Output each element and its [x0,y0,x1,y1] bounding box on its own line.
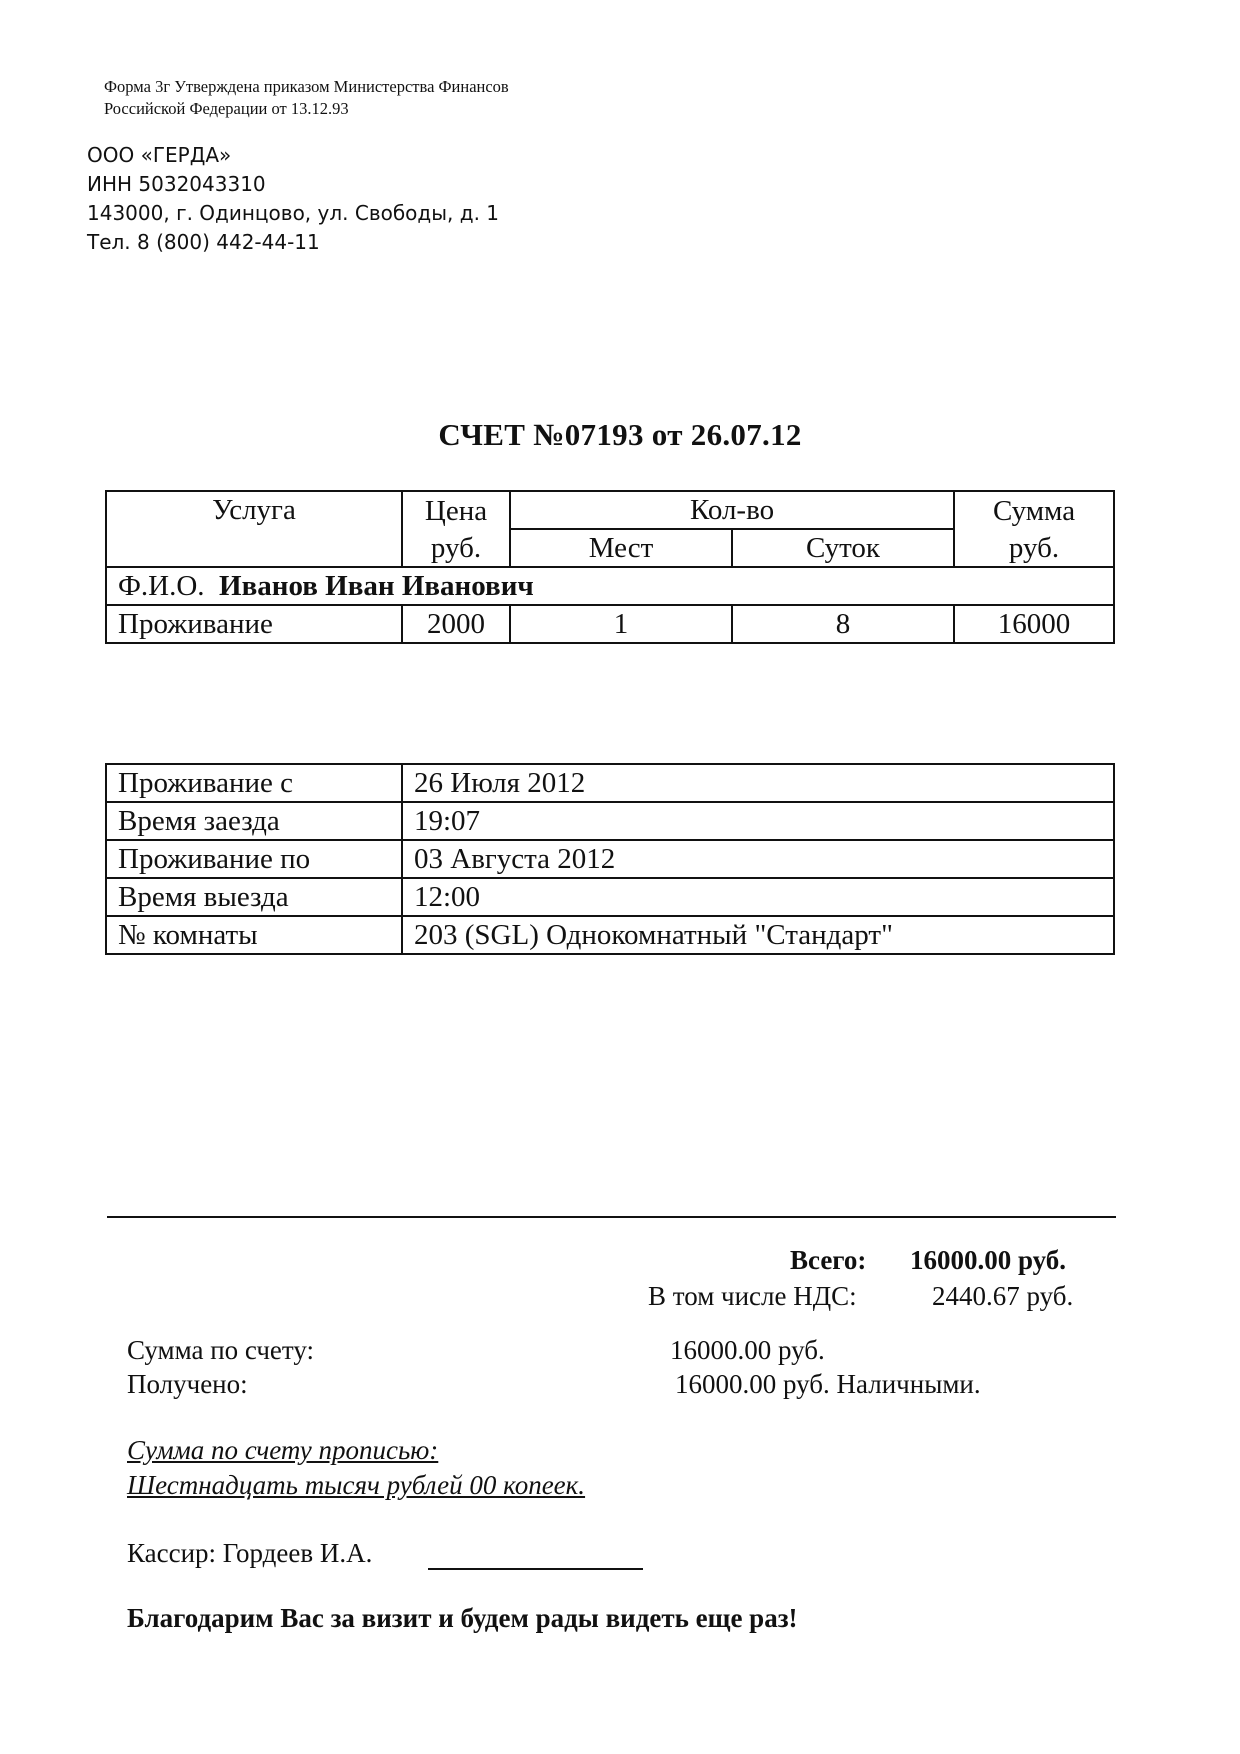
org-phone: Тел. 8 (800) 442-44-11 [87,230,320,254]
table-row [106,916,1114,954]
amount-in-words-value: Шестнадцать тысяч рублей 00 копеек. [127,1470,586,1500]
divider [107,1216,1116,1218]
total-value: 16000.00 руб. [910,1245,1067,1275]
stay-label: Проживание с [106,764,402,802]
org-inn: ИНН 5032043310 [87,172,266,196]
table-row [106,878,1114,916]
table-row [106,764,1114,802]
stay-value: 26 Июля 2012 [402,764,1114,802]
table-row [106,840,1114,878]
header-qty: Кол-во [510,491,954,529]
header-places: Мест [510,529,732,567]
total-label: Всего: [790,1245,867,1275]
stay-value: 203 (SGL) Однокомнатный "Стандарт" [402,916,1114,954]
stay-value: 19:07 [402,802,1114,840]
header-price-top: Цена [402,491,510,529]
vat-value: 2440.67 руб. [932,1281,1074,1311]
header-sum-bottom: руб. [954,529,1114,567]
stay-value: 03 Августа 2012 [402,840,1114,878]
received-label: Получено: [127,1369,248,1399]
amount-in-words-label: Сумма по счету прописью: [127,1435,439,1465]
stay-label: Время выезда [106,878,402,916]
table-row [106,605,1114,643]
org-address: 143000, г. Одинцово, ул. Свободы, д. 1 [87,201,500,225]
services-table [105,490,1115,644]
row-price: 2000 [402,605,510,643]
header-service: Услуга [106,491,402,567]
stay-label: Время заезда [106,802,402,840]
invoice-sum-label: Сумма по счету: [127,1335,314,1365]
stay-label: № комнаты [106,916,402,954]
organization-block [87,141,499,257]
cashier: Кассир: Гордеев И.А. [127,1538,373,1568]
stay-value: 12:00 [402,878,1114,916]
header-sum-top: Сумма [954,491,1114,529]
form-note-line1: Форма 3г Утверждена приказом Министерства Финансов [104,77,509,96]
vat-label: В том числе НДС: [648,1281,857,1311]
table-row [106,802,1114,840]
stay-label: Проживание по [106,840,402,878]
guest-row [106,567,1114,605]
invoice-sum-value: 16000.00 руб. [670,1335,825,1365]
row-sum: 16000 [954,605,1114,643]
services-header-row [106,491,1114,529]
signature-line [428,1568,643,1570]
org-name: ООО «ГЕРДА» [87,143,232,167]
guest-cell [106,567,1114,605]
header-days: Суток [732,529,954,567]
received-value: 16000.00 руб. Наличными. [675,1369,981,1399]
guest-label: Ф.И.О. [118,570,205,602]
row-places: 1 [510,605,732,643]
guest-name: Иванов Иван Иванович [219,570,534,602]
header-price-bottom: руб. [402,529,510,567]
thanks-message: Благодарим Вас за визит и будем рады видеть еще раз! [127,1603,798,1633]
stay-details-table [105,763,1115,955]
invoice-title: СЧЕТ №07193 от 26.07.12 [438,417,802,452]
form-note-line2: Российской Федерации от 13.12.93 [104,99,349,118]
row-days: 8 [732,605,954,643]
form-note [104,76,509,120]
row-service: Проживание [106,605,402,643]
